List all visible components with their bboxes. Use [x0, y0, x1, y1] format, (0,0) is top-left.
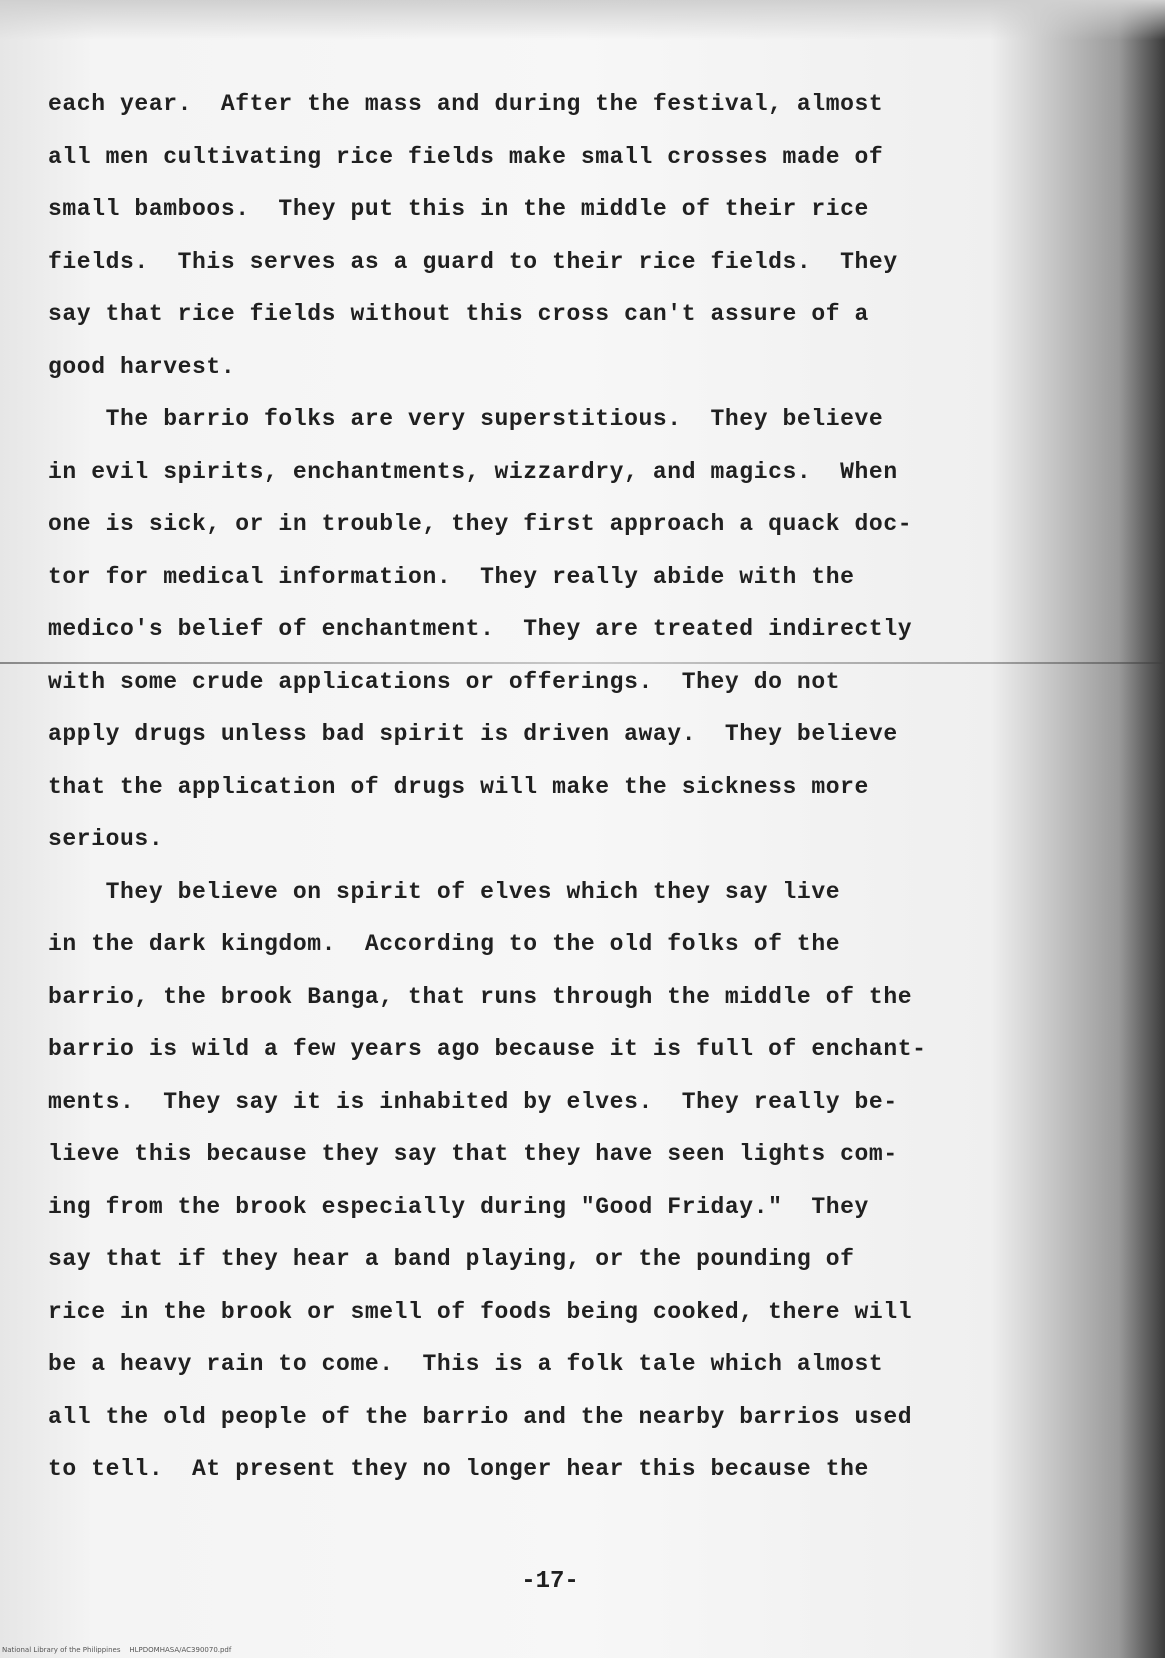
text-line: lieve this because they say that they have seen lights com-	[48, 1141, 898, 1167]
text-line: with some crude applications or offerings. They do not	[48, 668, 841, 695]
text-line: rice in the brook or smell of foods being cooked, there will	[48, 1298, 913, 1325]
text-line: ing from the brook especially during "Good Friday." They	[48, 1193, 869, 1220]
text-line: all men cultivating rice fields make small crosses made of	[48, 143, 884, 170]
text-line: say that rice fields without this cross can't assure of a	[48, 301, 869, 327]
text-line: The barrio folks are very superstitious. They believe	[48, 406, 884, 432]
text-line: in the dark kingdom. According to the old folks of the	[48, 931, 841, 957]
text-line: fields. This serves as a guard to their rice fields. They	[48, 248, 898, 275]
text-line: They believe on spirit of elves which they say live	[48, 878, 841, 905]
page-number: -17-	[521, 1568, 579, 1595]
text-line: apply drugs unless bad spirit is driven away. They believe	[48, 721, 898, 747]
text-line: one is sick, or in trouble, they first approach a quack doc-	[48, 511, 913, 537]
text-line: all the old people of the barrio and the nearby barrios used	[48, 1403, 913, 1430]
text-line: in evil spirits, enchantments, wizzardry, and magics. When	[48, 458, 898, 485]
text-line: that the application of drugs will make the sickness more	[48, 773, 869, 800]
text-line: medico's belief of enchantment. They are treated indirectly	[48, 616, 913, 642]
text-line: say that if they hear a band playing, or the pounding of	[48, 1246, 855, 1272]
text-line: tor for medical information. They really abide with the	[48, 563, 855, 590]
typewritten-body	[48, 78, 1028, 1496]
text-line: each year. After the mass and during the festival, almost	[48, 91, 884, 117]
text-line: serious.	[48, 826, 164, 852]
text-line: good harvest.	[48, 353, 236, 380]
archive-footer: National Library of the Philippines HLPDOMHASA/AC390070.pdf	[2, 1646, 232, 1654]
text-line: small bamboos. They put this in the middle of their rice	[48, 196, 869, 222]
text-line: barrio is wild a few years ago because it is full of enchant-	[48, 1036, 927, 1062]
text-line: to tell. At present they no longer hear this because the	[48, 1456, 869, 1482]
text-line: ments. They say it is inhabited by elves. They really be-	[48, 1088, 898, 1115]
text-line: barrio, the brook Banga, that runs through the middle of the	[48, 983, 913, 1010]
text-line: be a heavy rain to come. This is a folk tale which almost	[48, 1351, 884, 1377]
